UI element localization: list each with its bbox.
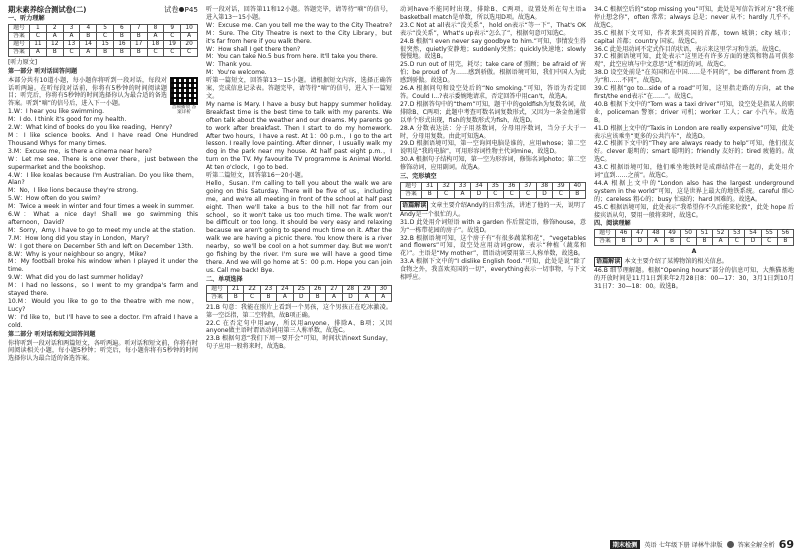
answer-explanation: 24.B 根据“I even never say goodbye to him.”可知，事情发生得很突然，quietly安静地；suddenly突然；quickly快速地；slowly慢慢地。故选B。 bbox=[400, 37, 586, 61]
page-reference: 试卷 P45 bbox=[164, 5, 198, 14]
dialog-line: W：I got there on December 5th and left on December 13th. bbox=[8, 242, 194, 250]
note-tag: 语篇解读 bbox=[402, 201, 427, 209]
table-row: 答案 B C B A D B A D A A bbox=[207, 293, 392, 301]
table-row: 题号 46 47 48 49 50 51 52 53 54 55 56 bbox=[595, 230, 794, 238]
passage-label: A bbox=[691, 248, 697, 256]
note-tag: 语篇解读 bbox=[596, 258, 621, 266]
answer-explanation: 43.C 根据语境可知，他们乘坐地铁时是成群结伴在一起的，此处用介词“直到……之前”。故选C。 bbox=[594, 164, 794, 180]
dialog-line: W：Thank you. bbox=[206, 61, 252, 69]
answer-explanation: 25.D run out of 用完，耗尽；take care of 照顾；be afraid of 害怕；be proud of 为……感到骄傲。根据语境可知，我们中国人为此感到骄傲。故选D。 bbox=[400, 61, 586, 85]
arrow-icon bbox=[179, 7, 184, 12]
column-2 bbox=[206, 6, 392, 351]
dialog-line: W：How shall I get there then? bbox=[206, 45, 301, 53]
answer-explanation: 37.C 根据语境可知，此处表示“这里还有许多方面的建筑和物品可供参观”，此空应填与中文意思“近”相近的词，故选C。 bbox=[594, 53, 794, 69]
answer-explanation: 29.D 根据语境可知，第一空询问电脑是谁的，应用whose；第二空说明是“我的电脑”，可用形容词性物主代词mine，故选D。 bbox=[400, 140, 586, 156]
answer-explanation: 23.C Not at all表示“没关系”，hold on表示“等一下”，That's OK表示“没关系”，What's up表示“怎么了”，根据句意可知选C。 bbox=[400, 21, 586, 37]
answer-explanation: 27.D 根据答句中的“them”可知，题干中的goldfish为复数名词，故排除B、C两项；此题中考查可数名词复数形式，又因为一条金鱼通常以单个形式出现，fish的复数形式为fish，故选D。 bbox=[400, 100, 586, 124]
logo-icon bbox=[727, 541, 734, 548]
dialog-line: M：I do. I think it's good for my health. bbox=[8, 116, 127, 124]
answer-table-reading bbox=[594, 229, 794, 246]
answer-table-choice bbox=[206, 285, 392, 302]
answer-explanation: 39.C 根据“go to...side of a road”可知，这里指走路的方向，at the first/the end表示“在……”。故选C。 bbox=[594, 85, 794, 100]
dialog-line: M：You can take No.5 bus from here. It'll take you there. bbox=[206, 53, 378, 61]
footer-badge: 期末检测 bbox=[610, 540, 641, 549]
column-3 bbox=[400, 6, 586, 282]
answer-explanation: 44.A 根据上文中的“London also has the largest underground system in the world”可知，这是世界上最大的地铁系统。careful 细心的；careless 粗心的；busy 忙碌的；hard 困难的。故选A。 bbox=[594, 179, 794, 203]
note-text: 文章主要介绍Andy的日常生活，讲述了他的一天，说明了Andy是一个很忙的人。 bbox=[400, 201, 587, 218]
answer-explanation: 23.B 根据句意“我们下周一要开会”可知，时间状语next Sunday，句子应用一般将来时，故选B。 bbox=[206, 335, 392, 351]
answer-explanation: 33.A 根据下文中的“I dislike English food.”可知，此处是说“除了食物之外，我喜欢英国的一切”，everything表示一切事物，与下文相呼应。 bbox=[400, 258, 586, 282]
dialog-line: M：You're welcome. bbox=[206, 69, 267, 77]
instruction: 听一段对话，回答第11和12小题。答题完毕，请等待“嘀”的信号，进入第13～15小题。 bbox=[206, 6, 392, 21]
dialog-line: 2.W：What kind of books do you like reading，Henry? bbox=[8, 124, 173, 132]
answer-explanation: 46.B 细节理解题。根据“Opening hours”部分的信息可知，大熊猫基地的开放时间是11月1日到来年2月28日8：00—17：30，3月1日到10月31日7：30—18：00。故选B。 bbox=[594, 267, 794, 290]
answer-explanation: 36.C 此处用动词不定式作目的状语，表示来这里学习和生活。故选C。 bbox=[594, 45, 785, 53]
answer-explanation: 32.B 根据语境可知，这个房子有“有很多蔬菜和花”，“vegetables and flowers”可知，设空处应用动词grow，表示“种植（蔬菜和花）”。主语是“My mother”，谓语动词要用第三人称单数，故选B。 bbox=[400, 234, 586, 258]
page-footer bbox=[400, 538, 794, 550]
answer-explanation: 34.C 根据空后的“stop missing you”可知，此处是写信告诉对方“我不能停止想念你”，often 常常；always 总是；never 从不；hardly 几乎不。故选C。 bbox=[594, 6, 795, 29]
answer-explanation: 30.A 根据句子结构可知，第一空为形容词，修饰名词photo；第二空修饰动词，应用副词。故选A。 bbox=[400, 156, 586, 172]
dialog-line: 3.M：Excuse me，is there a cinema near here? bbox=[8, 147, 152, 155]
table-row: 题号 1 2 3 4 5 6 7 8 9 10 bbox=[9, 24, 198, 32]
column-1 bbox=[8, 6, 198, 363]
dialog-line: 1.W：I hear you like swimming. bbox=[8, 108, 105, 116]
dialog-line: W：Let me see. There is one over there，just between the supermarket and the bookshop. bbox=[8, 155, 198, 171]
answer-explanation: 21.B 句意：我能在照片上看到一个男孩，这个男孩正在吃冰激凌。第一空泛指，第二空特指，故B项正确。 bbox=[206, 303, 392, 319]
answer-explanation: 22.C 在否定句中用any，所以用anyone，排除A、B项；又因anyone做主语时谓语动词用第三人称单数，故选C。 bbox=[206, 319, 392, 335]
table-row: 答案 B D A B C B A C D C B bbox=[595, 238, 794, 246]
answer-explanation: 42.C 根据下文中的“They are always ready to help”可知，他们很友好。clever 聪明的；smart 聪明的；friendly 友好的；tired 疲倦的。故选C。 bbox=[594, 140, 794, 164]
dialog-line: M：Twice a week in winter and four times a week in summer. bbox=[8, 203, 195, 211]
table-row: 答案 B C A D C C C D C B bbox=[401, 190, 586, 198]
footer-series: 答案全解全析 bbox=[737, 541, 775, 549]
passage-text: Hello，Susan. I'm calling to tell you about the walk we are going on this Saturday. There will be five of us，including me，and we're all meeting in front of the school at half past eight. Then we'll take a bus to the hill not far from our school，so it won't take us too much time. The walk won't be difficult or too long. It should be very easy and relaxing because we aren't going to spend much time on it. After the walk we are having a picnic there. You know there is a river nearby，so we'll be cool on a hot summer day. But we won't go fishing by the river. I'm sure we will have a good time there. And we will go home at 5：00 p.m. Hope you can join us. Call me back! Bye. bbox=[206, 179, 392, 274]
test-title-row bbox=[8, 6, 198, 14]
instruction: 听第一篇短文，回答第13～15小题。请根据短文内容，选择正确答案，完成信息记录表。答题完毕，请等待“嘀”的信号，进入下一篇短文。 bbox=[206, 77, 392, 100]
dialog-line: M：No，I like lions because they're strong. bbox=[8, 187, 139, 195]
answer-explanation: 38.D 设空处前是“在英国和在中国……是不同的”，be different from 意为“和……不同”，故选D。 bbox=[594, 69, 794, 85]
qr-caption: 音频播放 答案详析 bbox=[171, 104, 197, 116]
table-row: 答案 A B C A B B B C C C bbox=[9, 48, 198, 56]
note-text: 本文主要介绍了某博物馆的相关信息。 bbox=[624, 258, 728, 266]
answer-explanation: 动词have不能同时出现，排除B、C两项，设置处所在句主语a basketball match是单数，所以选用D项。故选A。 bbox=[400, 6, 586, 21]
answer-explanation: 26.A 根据问句和设空处后的“No smoking.”可知，答语为否定回答。Could I...?表示委婉地请求，否定回答中用can't，故选A。 bbox=[400, 85, 586, 100]
instruction: 听第二篇短文，回答第16～20小题。 bbox=[206, 172, 307, 180]
dialog-line: 8.W：Why is your neighbour so angry，Mike? bbox=[8, 250, 147, 258]
dialog-line: M：My football broke his window when I played it under the time. bbox=[8, 258, 198, 274]
page-number: 69 bbox=[778, 537, 794, 551]
dialog-line: W：I'd like to，but I'll have to see a doctor. I'm afraid I have a cold. bbox=[8, 313, 198, 329]
dialog-line: M：I like science books. And I have read One Hundred Thousand Whys for many times. bbox=[8, 131, 198, 147]
part2-title: 第二部分 听对话和短文回答问题 bbox=[8, 330, 96, 338]
answer-explanation: 40.B 根据下文中的“Tom was a taxi driver”可知，设空处是指某人的职业，policeman 警察；driver 司机；worker 工人；car 小汽车。故选B。 bbox=[594, 100, 794, 124]
dialog-line: 9.W：What did you do last summer holiday? bbox=[8, 274, 144, 282]
table-row: 题号 31 32 33 34 35 36 37 38 39 40 bbox=[401, 182, 586, 190]
source-label: [听力原文] bbox=[8, 58, 38, 66]
passage-text: My name is Mary. I have a busy but happy summer holiday. Breakfast time is the best time to talk with my parents. We often talk about the weather and our dreams. My parents go to work after breakfast. Then I start to do my homework. After two hours，I have a rest. At 1：00 p.m.，I go to the art lesson. I really love painting. After dinner，I usually walk my dog in the park near my house. At half past eight p.m.，I turn on the TV. My favourite TV programme is Animal World. At ten o'clock，I go to bed. bbox=[206, 100, 392, 172]
table-row: 题号 11 12 13 14 15 16 17 18 19 20 bbox=[9, 40, 198, 48]
answer-explanation: 31.D 此处用介词短语 with a garden 作后置定语，修饰house，意为“一栋带花园的房子”。故选D。 bbox=[400, 218, 586, 234]
dialog-line: 7.M：How long did you stay in London，Mary? bbox=[8, 234, 150, 242]
answer-explanation: 45.C 根据语境可知，此处表示“我希望你不久后能来伦敦”，此处 hope 后接宾语从句，要用一般将来时，故选C。 bbox=[594, 203, 794, 219]
part2-intro: 你将听到一段对话和两篇短文，各听两遍。听对话和短文前，你将有时间阅读相关小题，每小题5秒钟；听完后，每小题你将有5秒钟的时间选择你认为最合适的备选答案。 bbox=[8, 339, 198, 363]
table-row: 题号 21 22 23 24 25 26 27 28 29 30 bbox=[207, 285, 392, 293]
dialog-line: M：Sorry，Amy. I have to go to meet my uncle at the station. bbox=[8, 226, 196, 234]
section-choice: 二、单项选择 bbox=[206, 275, 243, 283]
test-title: 期末素养综合测试卷(二) bbox=[8, 5, 87, 14]
dialog-line: 10.M：Would you like to go to the theatre with me now，Lucy? bbox=[8, 298, 198, 313]
dialog-line: 6.W：What a nice day! Shall we go swimming this afternoon，David? bbox=[8, 211, 198, 226]
table-row: 答案 C A A B C B B A C A bbox=[9, 32, 198, 40]
section-reading: 四、阅读理解 bbox=[594, 220, 631, 228]
qr-code[interactable] bbox=[170, 77, 198, 116]
answer-explanation: 41.D 根据上文中的“Taxis in London are really expensive”可知，此处表示应该乘坐“更多的公共汽车”，故选D。 bbox=[594, 124, 794, 140]
dialog-line: 5.W：How often do you swim? bbox=[8, 195, 101, 203]
dialog-line: M：I had no lessons，so I went to my grandpa's farm and stayed there. bbox=[8, 282, 198, 298]
footer-subject: 英语 七年级下册 译林牛津版 bbox=[644, 541, 723, 549]
answer-explanation: 35.C 根据下文可知，作者来到英国的首都，town 城镇；city 城市；capital 首都；country 国家。故选C。 bbox=[594, 29, 794, 45]
answer-table-cloze bbox=[400, 182, 586, 199]
section-listening: 一、听力理解 bbox=[8, 14, 45, 22]
column-4 bbox=[594, 6, 794, 291]
qr-code-icon bbox=[170, 77, 198, 105]
answer-table-listening bbox=[8, 24, 198, 57]
dialog-line: W：Excuse me. Can you tell me the way to the City Theatre? bbox=[206, 21, 392, 29]
section-cloze: 三、完形填空 bbox=[400, 173, 437, 181]
part1-intro: 本部分共有10道小题，每小题你将听到一段对话，每段对话听两遍。在听每段对话前，你将有5秒钟的时间阅读题目；听完后，你将有5秒钟的时间选择你认为最合适的备选答案。听到“嘀”的信号后，进入下一小题。 bbox=[8, 76, 167, 108]
dialog-line: M：Sure. The City Theatre is next to the City Library，but it's far from here if you walk there. bbox=[206, 29, 392, 45]
answer-explanation: 28.A 分数表达法：分子用基数词，分母用序数词，当分子大于一时，分母用复数。由此可知选A。 bbox=[400, 124, 586, 140]
dialog-line: 4.W：I like koalas because I'm Australian. Do you like them，Alan? bbox=[8, 171, 198, 187]
passage-note bbox=[400, 201, 586, 219]
part1-title: 第一部分 听对话回答问题 bbox=[8, 67, 78, 75]
passage-note bbox=[594, 257, 794, 267]
